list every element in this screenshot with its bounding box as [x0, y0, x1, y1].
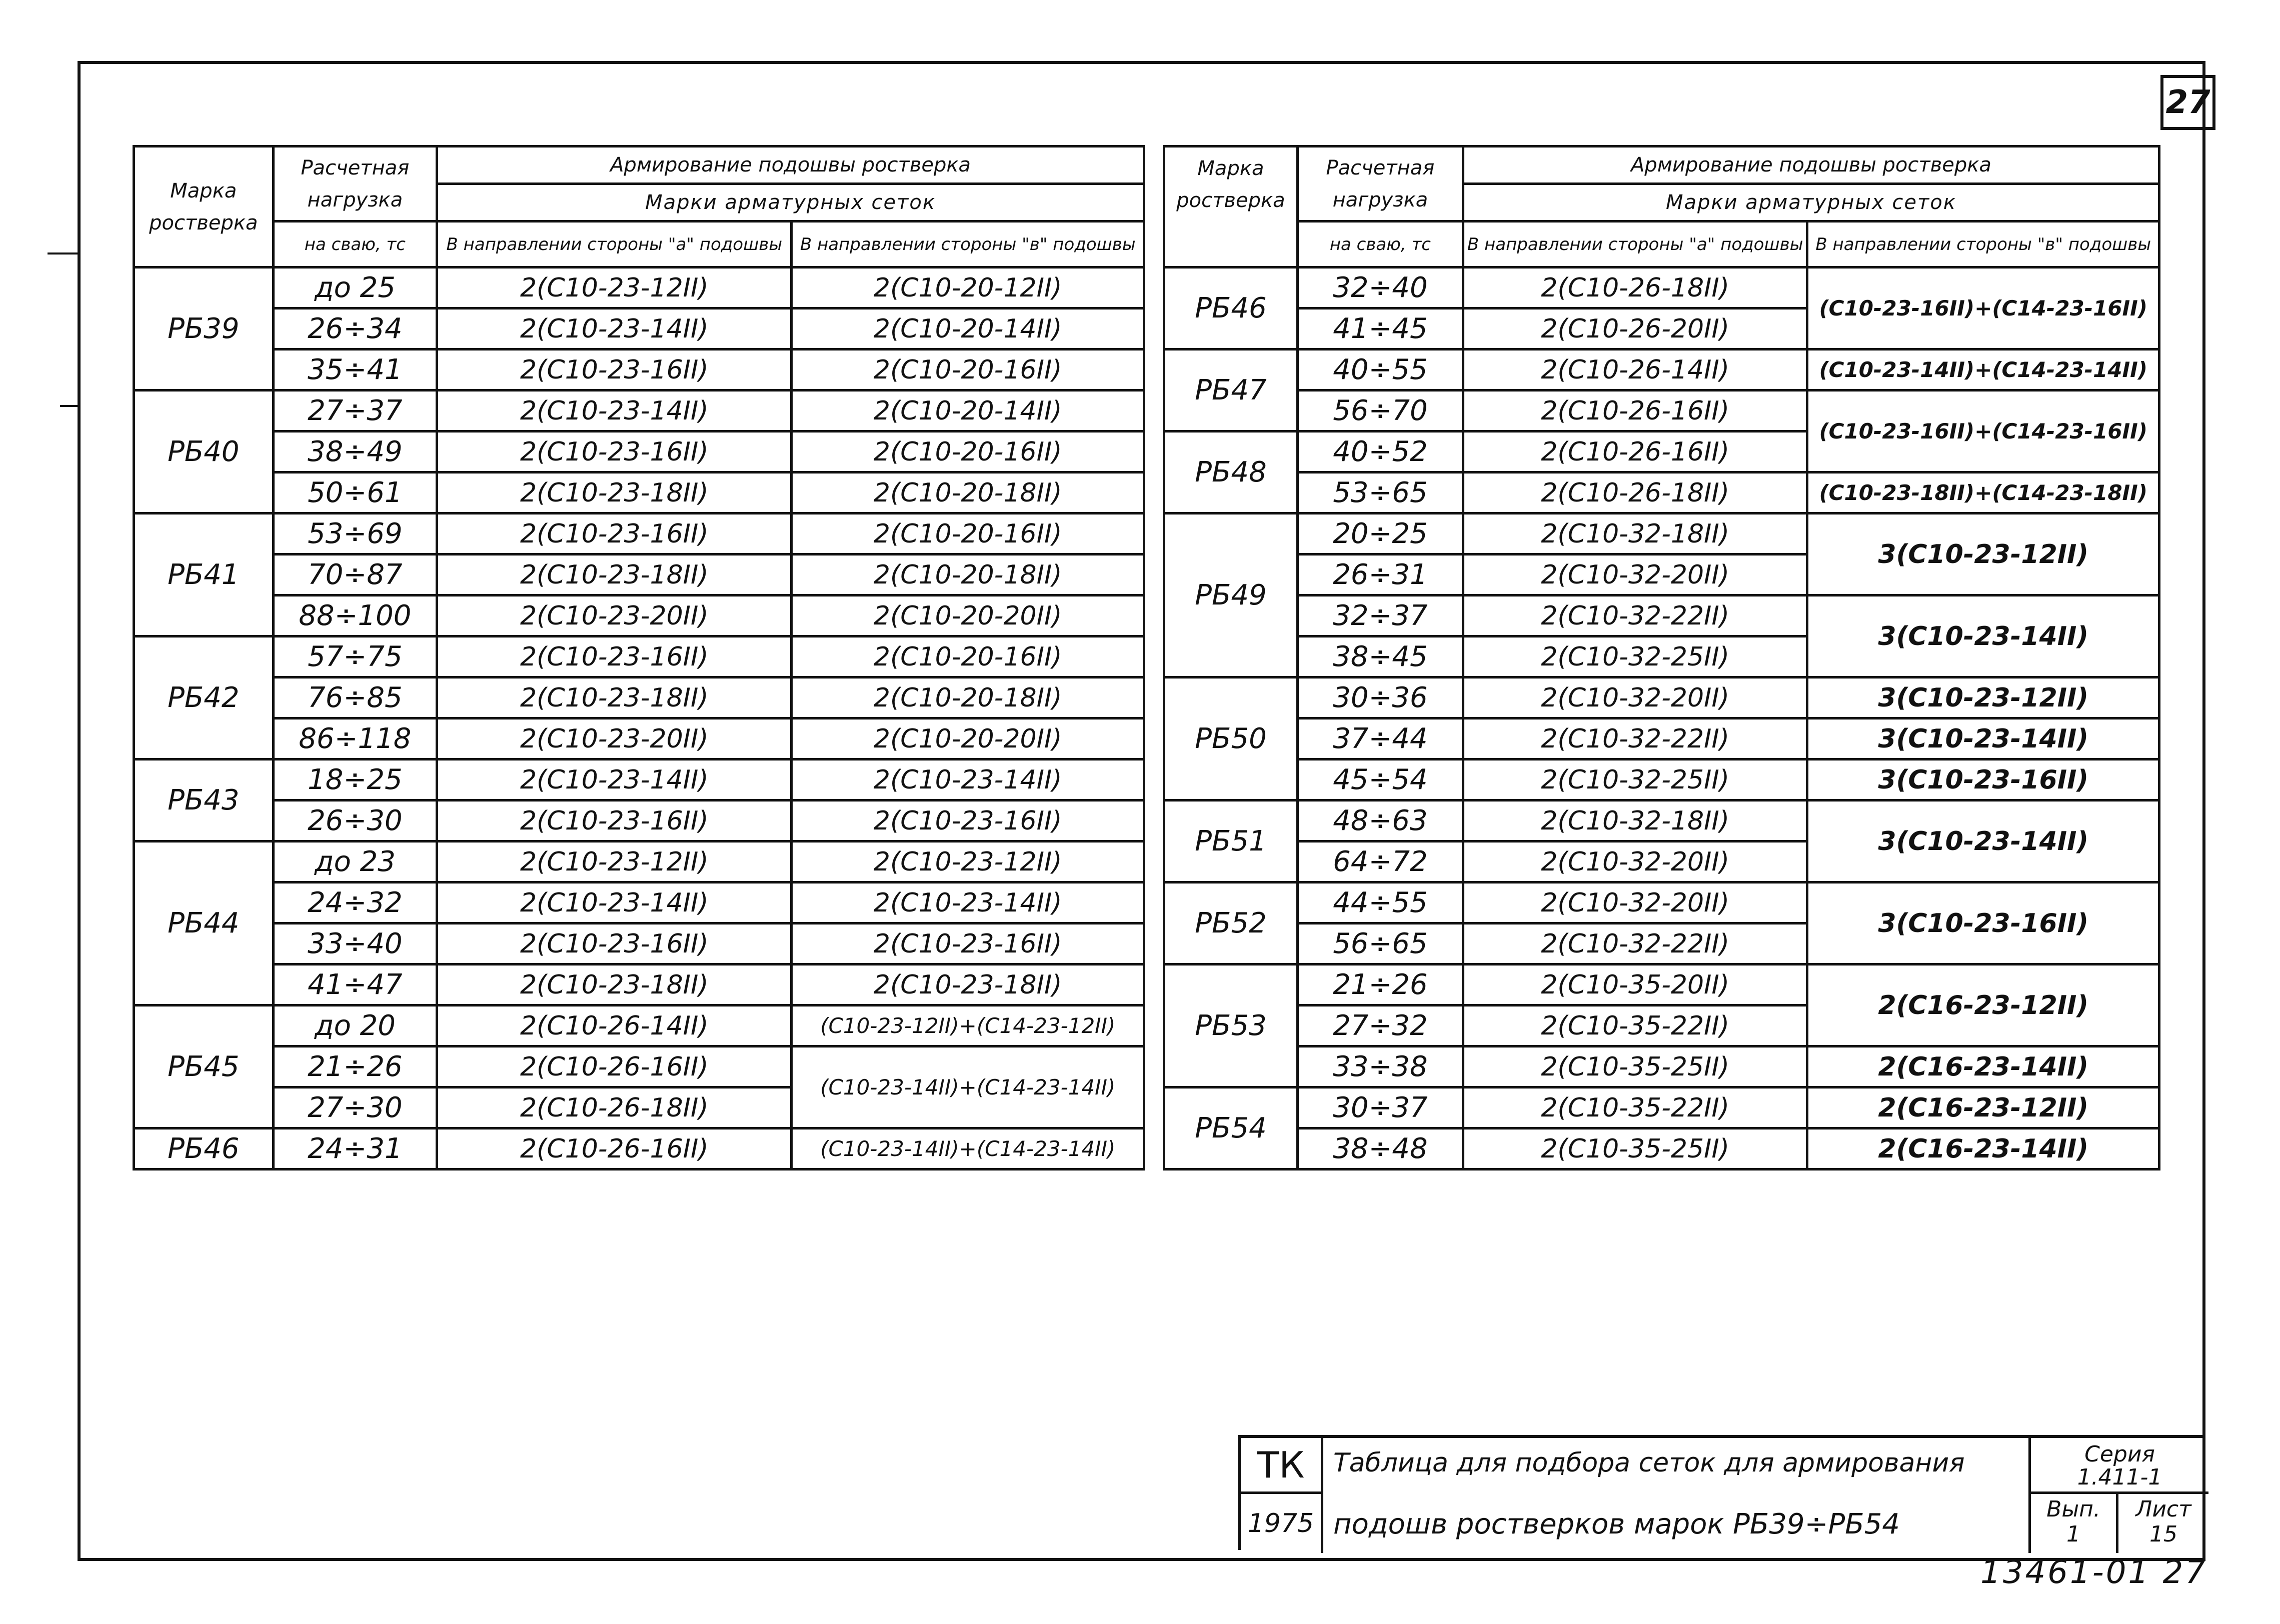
mesh-b-cell: 2(С10-20-18II) — [792, 472, 1144, 514]
mark-cell: РБ48 — [1164, 432, 1298, 514]
load-cell: 44÷55 — [1297, 882, 1463, 924]
mesh-a-cell: 2(С10-32-18II) — [1463, 800, 1807, 842]
mesh-b-cell: 2(С10-20-14II) — [792, 390, 1144, 432]
mark-cell: РБ46 — [134, 1128, 274, 1170]
load-cell: 45÷54 — [1297, 760, 1463, 800]
header-load-sub: на сваю, тс — [1297, 222, 1463, 268]
load-cell: 27÷32 — [1297, 1006, 1463, 1046]
mark-cell: РБ44 — [134, 842, 274, 1006]
series-cell — [2028, 1438, 2208, 1494]
mesh-a-cell: 2(С10-23-16II) — [437, 432, 792, 472]
load-cell: 26÷30 — [273, 800, 437, 842]
mark-cell: РБ52 — [1164, 882, 1298, 964]
mesh-a-cell: 2(С10-23-16II) — [437, 514, 792, 554]
drawing-name-line2: подошв ростверков марок РБ39÷РБ54 — [1333, 1508, 1900, 1540]
header-load-sub: на сваю, тс — [273, 222, 437, 268]
mesh-a-cell: 2(С10-32-20II) — [1463, 882, 1807, 924]
mesh-a-cell: 2(С10-26-14II) — [437, 1006, 792, 1046]
mark-cell: РБ47 — [1164, 350, 1298, 432]
load-cell: 40÷55 — [1297, 350, 1463, 390]
mesh-b-cell: 2(С16-23-12II) — [1807, 964, 2159, 1046]
header-dir-a: В направлении стороны "а" подошвы — [1463, 222, 1807, 268]
mesh-b-cell: 3(С10-23-12II) — [1807, 514, 2159, 596]
header-reinforcement: Армирование подошвы ростверка — [1463, 146, 2159, 184]
header-mark: Марка ростверка — [134, 146, 274, 268]
mark-cell: РБ41 — [134, 514, 274, 636]
header-load: Расчетная нагрузка — [1297, 146, 1463, 222]
header-dir-b: В направлении стороны "в" подошвы — [792, 222, 1144, 268]
mark-cell: РБ45 — [134, 1006, 274, 1128]
load-cell: 38÷48 — [1297, 1128, 1463, 1170]
load-cell: 24÷32 — [273, 882, 437, 924]
issue-cell — [2028, 1494, 2118, 1553]
mesh-b-cell: 3(С10-23-16II) — [1807, 760, 2159, 800]
load-cell: 50÷61 — [273, 472, 437, 514]
mesh-b-cell: 2(С10-20-16II) — [792, 514, 1144, 554]
mesh-b-cell: 2(С16-23-14II) — [1807, 1128, 2159, 1170]
mark-cell: РБ46 — [1164, 268, 1298, 350]
sheet-cell — [2118, 1494, 2208, 1553]
mesh-a-cell: 2(С10-23-18II) — [437, 678, 792, 718]
margin-tick — [60, 405, 78, 407]
left-table — [133, 145, 1145, 1170]
load-cell: 26÷31 — [1297, 554, 1463, 596]
load-cell: 53÷69 — [273, 514, 437, 554]
mesh-b-cell: 3(С10-23-14II) — [1807, 718, 2159, 760]
load-cell: 21÷26 — [273, 1046, 437, 1088]
load-cell: 33÷40 — [273, 924, 437, 964]
mesh-a-cell: 2(С10-23-16II) — [437, 800, 792, 842]
header-meshes: Марки арматурных сеток — [437, 184, 1144, 222]
load-cell: 38÷49 — [273, 432, 437, 472]
mesh-a-cell: 2(С10-26-16II) — [437, 1046, 792, 1088]
mesh-a-cell: 2(С10-32-20II) — [1463, 554, 1807, 596]
header-mark: Марка ростверка — [1164, 146, 1298, 268]
load-cell: 33÷38 — [1297, 1046, 1463, 1088]
mark-cell: РБ43 — [134, 760, 274, 842]
mesh-a-cell: 2(С10-23-18II) — [437, 472, 792, 514]
mesh-a-cell: 2(С10-23-12II) — [437, 842, 792, 882]
mesh-a-cell: 2(С10-26-18II) — [1463, 268, 1807, 308]
mesh-a-cell: 2(С10-26-18II) — [1463, 472, 1807, 514]
mesh-a-cell: 2(С10-23-18II) — [437, 554, 792, 596]
load-cell: 40÷52 — [1297, 432, 1463, 472]
series-label: Серия — [2084, 1442, 2155, 1467]
mesh-a-cell: 2(С10-26-14II) — [1463, 350, 1807, 390]
mesh-b-cell: (С10-23-12II)+(С14-23-12II) — [792, 1006, 1144, 1046]
mesh-b-cell: (С10-23-18II)+(С14-23-18II) — [1807, 472, 2159, 514]
mesh-a-cell: 2(С10-23-20II) — [437, 718, 792, 760]
load-cell: 24÷31 — [273, 1128, 437, 1170]
mesh-b-cell: 2(С10-23-16II) — [792, 924, 1144, 964]
header-meshes: Марки арматурных сеток — [1463, 184, 2159, 222]
mesh-b-cell: 3(С10-23-12II) — [1807, 678, 2159, 718]
mesh-b-cell: 2(С10-20-20II) — [792, 718, 1144, 760]
mark-cell: РБ50 — [1164, 678, 1298, 800]
mesh-b-cell: (С10-23-14II)+(С14-23-14II) — [792, 1046, 1144, 1128]
mesh-b-cell: 2(С10-20-20II) — [792, 596, 1144, 636]
header-dir-b: В направлении стороны "в" подошвы — [1807, 222, 2159, 268]
mesh-b-cell: 2(С10-23-16II) — [792, 800, 1144, 842]
issue-label: Вып. — [2046, 1496, 2100, 1522]
mesh-b-cell: 2(С16-23-14II) — [1807, 1046, 2159, 1088]
load-cell: 27÷37 — [273, 390, 437, 432]
header-reinforcement: Армирование подошвы ростверка — [437, 146, 1144, 184]
mesh-a-cell: 2(С10-26-20II) — [1463, 308, 1807, 350]
load-cell: до 25 — [273, 268, 437, 308]
load-cell: 76÷85 — [273, 678, 437, 718]
mark-cell: РБ39 — [134, 268, 274, 390]
sheet-label: Лист — [2135, 1496, 2191, 1522]
mesh-a-cell: 2(С10-35-20II) — [1463, 964, 1807, 1006]
load-cell: 86÷118 — [273, 718, 437, 760]
load-cell: до 23 — [273, 842, 437, 882]
page-number: 27 — [2160, 75, 2215, 130]
mesh-a-cell: 2(С10-23-12II) — [437, 268, 792, 308]
load-cell: 21÷26 — [1297, 964, 1463, 1006]
mark-cell: РБ49 — [1164, 514, 1298, 678]
mesh-b-cell: (С10-23-16II)+(С14-23-16II) — [1807, 268, 2159, 350]
mesh-a-cell: 2(С10-23-16II) — [437, 636, 792, 678]
load-cell: 20÷25 — [1297, 514, 1463, 554]
mesh-a-cell: 2(С10-26-18II) — [437, 1088, 792, 1128]
mesh-a-cell: 2(С10-26-16II) — [1463, 390, 1807, 432]
sheet-value: 15 — [2149, 1522, 2177, 1547]
mesh-b-cell: 2(С10-20-18II) — [792, 678, 1144, 718]
header-load: Расчетная нагрузка — [273, 146, 437, 222]
load-cell: 88÷100 — [273, 596, 437, 636]
right-table — [1163, 145, 2160, 1170]
org-code: ТК — [1241, 1438, 1323, 1494]
load-cell: 56÷70 — [1297, 390, 1463, 432]
mesh-b-cell: 2(С10-23-14II) — [792, 882, 1144, 924]
load-cell: 18÷25 — [273, 760, 437, 800]
load-cell: 41÷47 — [273, 964, 437, 1006]
mark-cell: РБ53 — [1164, 964, 1298, 1088]
mesh-b-cell: 3(С10-23-14II) — [1807, 596, 2159, 678]
issue-value: 1 — [2066, 1522, 2080, 1547]
document-code: 13461-01 27 — [1980, 1554, 2207, 1591]
mesh-a-cell: 2(С10-35-22II) — [1463, 1088, 1807, 1128]
title-block — [1238, 1435, 2205, 1550]
mesh-a-cell: 2(С10-23-14II) — [437, 760, 792, 800]
mesh-a-cell: 2(С10-35-22II) — [1463, 1006, 1807, 1046]
mesh-a-cell: 2(С10-32-22II) — [1463, 596, 1807, 636]
mesh-a-cell: 2(С10-23-14II) — [437, 308, 792, 350]
mesh-a-cell: 2(С10-32-18II) — [1463, 514, 1807, 554]
load-cell: 64÷72 — [1297, 842, 1463, 882]
load-cell: 41÷45 — [1297, 308, 1463, 350]
mesh-b-cell: 2(С10-20-14II) — [792, 308, 1144, 350]
mesh-a-cell: 2(С10-23-14II) — [437, 390, 792, 432]
mesh-a-cell: 2(С10-32-25II) — [1463, 636, 1807, 678]
mesh-b-cell: 2(С10-20-16II) — [792, 432, 1144, 472]
load-cell: 53÷65 — [1297, 472, 1463, 514]
mesh-b-cell: 2(С10-20-12II) — [792, 268, 1144, 308]
load-cell: 26÷34 — [273, 308, 437, 350]
load-cell: 70÷87 — [273, 554, 437, 596]
mesh-b-cell: 2(С10-20-16II) — [792, 350, 1144, 390]
margin-tick — [48, 252, 78, 254]
mesh-b-cell: 2(С10-23-12II) — [792, 842, 1144, 882]
mesh-b-cell: 3(С10-23-16II) — [1807, 882, 2159, 964]
mark-cell: РБ51 — [1164, 800, 1298, 882]
year: 1975 — [1241, 1494, 1323, 1553]
mesh-b-cell: 2(С10-20-18II) — [792, 554, 1144, 596]
series-value: 1.411-1 — [2077, 1464, 2162, 1490]
load-cell: 57÷75 — [273, 636, 437, 678]
mesh-a-cell: 2(С10-32-22II) — [1463, 718, 1807, 760]
load-cell: 30÷37 — [1297, 1088, 1463, 1128]
load-cell: 35÷41 — [273, 350, 437, 390]
mesh-a-cell: 2(С10-23-18II) — [437, 964, 792, 1006]
mesh-a-cell: 2(С10-26-16II) — [1463, 432, 1807, 472]
mesh-a-cell: 2(С10-32-20II) — [1463, 842, 1807, 882]
load-cell: 32÷37 — [1297, 596, 1463, 636]
mesh-a-cell: 2(С10-35-25II) — [1463, 1128, 1807, 1170]
mesh-a-cell: 2(С10-32-20II) — [1463, 678, 1807, 718]
mesh-b-cell: 2(С10-23-18II) — [792, 964, 1144, 1006]
mark-cell: РБ54 — [1164, 1088, 1298, 1170]
mesh-a-cell: 2(С10-23-14II) — [437, 882, 792, 924]
mesh-a-cell: 2(С10-32-25II) — [1463, 760, 1807, 800]
mark-cell: РБ42 — [134, 636, 274, 760]
load-cell: 48÷63 — [1297, 800, 1463, 842]
drawing-name-line1: Таблица для подбора сеток для армирования — [1333, 1448, 1965, 1478]
mark-cell: РБ40 — [134, 390, 274, 514]
mesh-a-cell: 2(С10-32-22II) — [1463, 924, 1807, 964]
mesh-b-cell: 3(С10-23-14II) — [1807, 800, 2159, 882]
load-cell: 56÷65 — [1297, 924, 1463, 964]
mesh-b-cell: 2(С16-23-12II) — [1807, 1088, 2159, 1128]
header-dir-a: В направлении стороны "а" подошвы — [437, 222, 792, 268]
mesh-a-cell: 2(С10-26-16II) — [437, 1128, 792, 1170]
mesh-a-cell: 2(С10-23-16II) — [437, 924, 792, 964]
load-cell: 30÷36 — [1297, 678, 1463, 718]
mesh-a-cell: 2(С10-23-16II) — [437, 350, 792, 390]
load-cell: 38÷45 — [1297, 636, 1463, 678]
mesh-a-cell: 2(С10-23-20II) — [437, 596, 792, 636]
mesh-b-cell: (С10-23-14II)+(С14-23-14II) — [1807, 350, 2159, 390]
load-cell: 37÷44 — [1297, 718, 1463, 760]
mesh-b-cell: (С10-23-14II)+(С14-23-14II) — [792, 1128, 1144, 1170]
mesh-a-cell: 2(С10-35-25II) — [1463, 1046, 1807, 1088]
mesh-b-cell: 2(С10-20-16II) — [792, 636, 1144, 678]
load-cell: 27÷30 — [273, 1088, 437, 1128]
mesh-b-cell: 2(С10-23-14II) — [792, 760, 1144, 800]
load-cell: до 20 — [273, 1006, 437, 1046]
load-cell: 32÷40 — [1297, 268, 1463, 308]
mesh-b-cell: (С10-23-16II)+(С14-23-16II) — [1807, 390, 2159, 472]
